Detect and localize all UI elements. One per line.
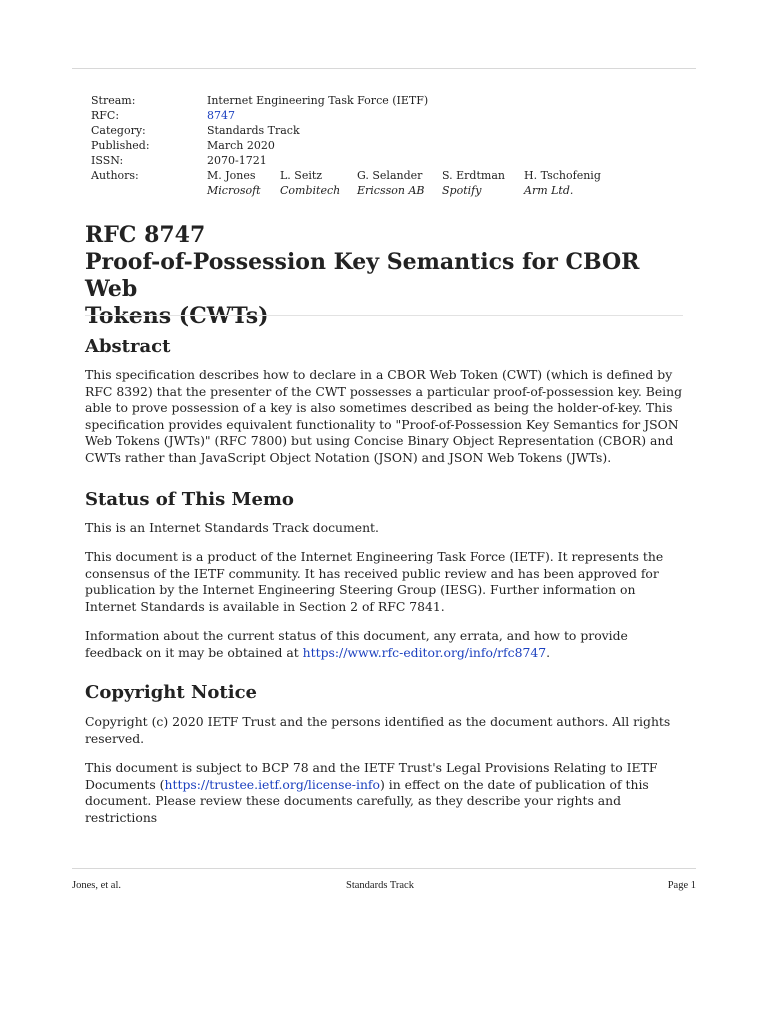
title-rfc-number: RFC 8747 xyxy=(85,222,206,248)
author-names xyxy=(207,168,627,183)
author-name: L. Seitz xyxy=(280,169,323,182)
meta-label: ISSN: xyxy=(91,154,124,167)
meta-value: Internet Engineering Task Force (IETF) xyxy=(207,94,429,107)
meta-label: Published: xyxy=(91,139,150,152)
copyright-paragraph: Copyright (c) 2020 IETF Trust and the persons identified as the document authors. All rights reserved. xyxy=(85,714,671,746)
status-heading: Status of This Memo xyxy=(85,489,294,510)
meta-label: RFC: xyxy=(91,109,120,122)
status-paragraph-errata xyxy=(85,628,685,661)
title-divider xyxy=(85,315,683,316)
author-org: Microsoft xyxy=(207,184,261,197)
author-name: M. Jones xyxy=(207,169,256,182)
abstract-heading: Abstract xyxy=(85,336,171,357)
status-text: Information about the current status of this document, any errata, and how to provide feedback on it may be obtained at xyxy=(85,628,628,660)
meta-value: 2070-1721 xyxy=(207,154,267,167)
footer-authors: Jones, et al. xyxy=(72,880,121,891)
author-org: Ericsson AB xyxy=(357,184,425,197)
status-paragraph: This document is a product of the Internet Engineering Task Force (IETF). It represents the consensus of the IETF community. It has received public review and has been approved for publication by the Internet Engineering Steering Group (IESG). Further information on Internet Standards is available in Section 2 of RFC 7841. xyxy=(85,549,664,614)
title-line: Tokens (CWTs) xyxy=(85,303,269,329)
rfc-number-link[interactable]: 8747 xyxy=(207,109,235,122)
author-org: Combitech xyxy=(280,184,341,197)
footer-rule xyxy=(72,868,696,869)
copyright-heading: Copyright Notice xyxy=(85,682,257,703)
copyright-text: ) in effect on the date of publication of this document. Please review these documents carefully, as they describe your rights and restrictions xyxy=(85,776,649,825)
header-top-rule xyxy=(72,68,696,69)
trust-license-link[interactable]: https://trustee.ietf.org/license-info xyxy=(164,776,380,792)
copyright-text: This document is subject to BCP 78 and the IETF Trust's Legal Provisions Relating to IETF Documents ( xyxy=(85,760,658,792)
meta-value: Standards Track xyxy=(207,124,300,137)
meta-label: Stream: xyxy=(91,94,136,107)
meta-row-category xyxy=(91,123,428,138)
meta-value: March 2020 xyxy=(207,139,275,152)
meta-label: Category: xyxy=(91,124,146,137)
status-paragraph: This is an Internet Standards Track document. xyxy=(85,520,379,535)
copyright-paragraph-bcp78 xyxy=(85,760,685,826)
meta-label: Authors: xyxy=(91,169,139,182)
author-name: S. Erdtman xyxy=(442,169,505,182)
author-name: H. Tschofenig xyxy=(524,169,601,182)
title-line: Proof-of-Possession Key Semantics for CBOR Web xyxy=(85,249,640,302)
status-text: . xyxy=(546,644,551,660)
abstract-paragraph: This specification describes how to declare in a CBOR Web Token (CWT) (which is defined by RFC 8392) that the presenter of the CWT possesses a particular proof-of-possession key. Being able to prove possession of a key is also sometimes described as being the holder-of-key. This specification provides equivalent functionality to "Proof-of-Possession Key Semantics for JSON Web Tokens (JWTs)" (RFC 7800) but using Concise Binary Object Representation (CBOR) and CWTs rather than JavaScript Object Notation (JSON) and JSON Web Tokens (JWTs). xyxy=(85,367,683,465)
meta-row-published xyxy=(91,138,428,153)
footer-category: Standards Track xyxy=(346,880,414,891)
author-organizations xyxy=(207,183,627,198)
footer-page-number: Page 1 xyxy=(667,880,696,891)
document-title xyxy=(85,222,685,330)
document-metadata xyxy=(91,93,601,197)
rfc-editor-link[interactable]: https://www.rfc-editor.org/info/rfc8747 xyxy=(302,644,547,660)
meta-row-rfc xyxy=(91,108,428,123)
meta-row-issn xyxy=(91,153,428,168)
author-name: G. Selander xyxy=(357,169,423,182)
author-org: Arm Ltd. xyxy=(524,184,574,197)
author-org: Spotify xyxy=(442,184,482,197)
meta-row-stream xyxy=(91,93,428,108)
